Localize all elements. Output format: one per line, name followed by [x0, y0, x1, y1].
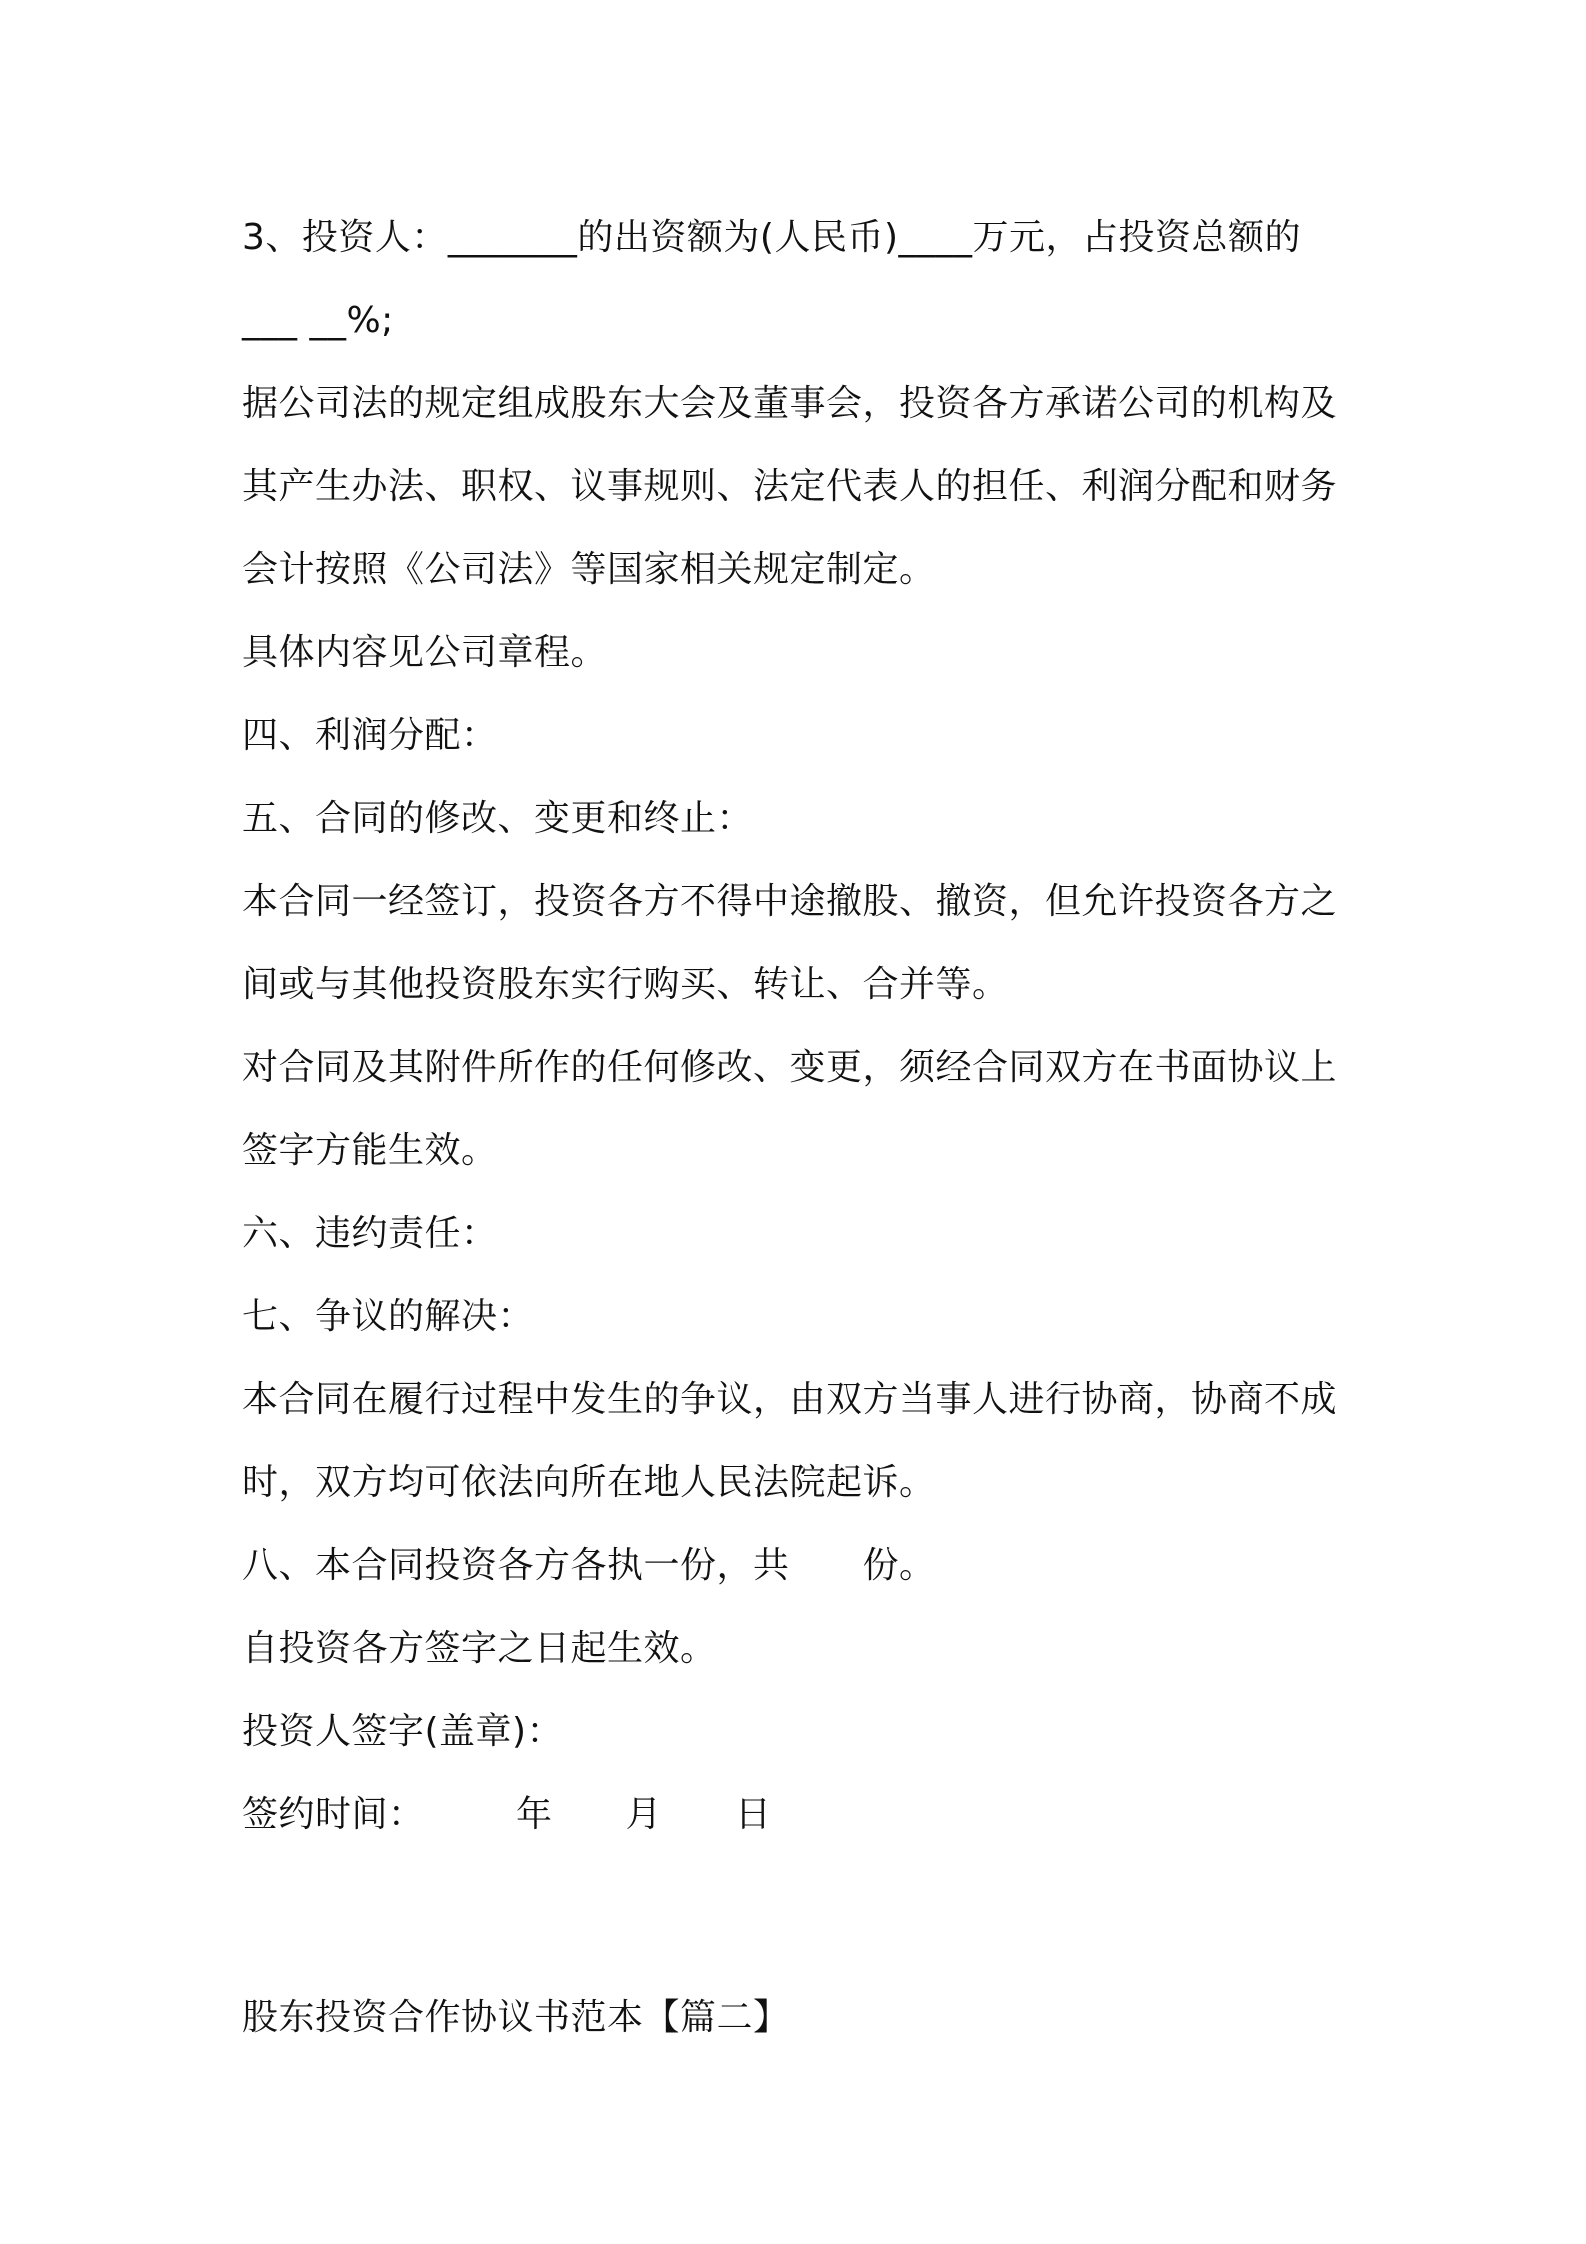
- paragraph-line: 据公司法的规定组成股东大会及董事会，投资各方承诺公司的机构及: [242, 383, 1338, 424]
- paragraph-line: 本合同在履行过程中发生的争议，由双方当事人进行协商，协商不成: [242, 1379, 1338, 1420]
- paragraph-line: 其产生办法、职权、议事规则、法定代表人的担任、利润分配和财务: [242, 466, 1338, 507]
- section-heading: 七、争议的解决：: [242, 1296, 535, 1337]
- section-heading: 四、利润分配：: [242, 715, 498, 756]
- paragraph-line: 间或与其他投资股东实行购买、转让、合并等。: [242, 964, 1009, 1005]
- section-heading: 五、合同的修改、变更和终止：: [242, 798, 754, 839]
- section-heading: 六、违约责任：: [242, 1213, 498, 1254]
- paragraph-line: 会计按照《公司法》等国家相关规定制定。: [242, 549, 936, 590]
- signing-date-label: 签约时间： 年 月 日: [242, 1794, 772, 1835]
- paragraph-line: 本合同一经签订，投资各方不得中途撤股、撤资，但允许投资各方之: [242, 881, 1338, 922]
- paragraph-line: 对合同及其附件所作的任何修改、变更，须经合同双方在书面协议上: [242, 1047, 1338, 1088]
- section-heading: 八、本合同投资各方各执一份，共 份。: [242, 1545, 936, 1586]
- signature-label: 投资人签字(盖章)：: [242, 1711, 564, 1752]
- paragraph-line: 自投资各方签字之日起生效。: [242, 1628, 717, 1669]
- paragraph-line: 签字方能生效。: [242, 1130, 498, 1171]
- next-section-title: 股东投资合作协议书范本【篇二】: [242, 1997, 790, 2038]
- document-body: [242, 196, 1372, 2059]
- paragraph-line: 具体内容见公司章程。: [242, 632, 608, 673]
- paragraph-line: 3、投资人：_______的出资额为(人民币)____万元，占投资总额的: [242, 217, 1301, 258]
- paragraph-line: ___ __%;: [242, 300, 394, 341]
- paragraph-line: 时，双方均可依法向所在地人民法院起诉。: [242, 1462, 936, 1503]
